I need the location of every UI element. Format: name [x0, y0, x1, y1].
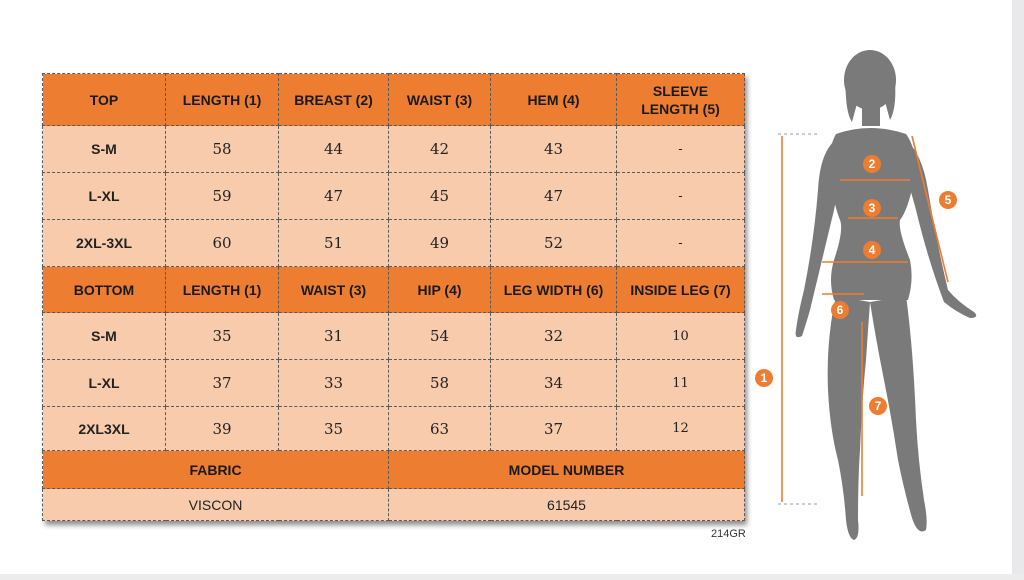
table-cell: -	[617, 220, 745, 267]
size-label: L-XL	[43, 360, 166, 407]
table-cell: 35	[166, 313, 279, 360]
table-cell: 31	[279, 313, 389, 360]
model-number-label: MODEL NUMBER	[389, 451, 745, 489]
table-cell: 45	[389, 173, 491, 220]
window-bottom-edge	[0, 574, 1024, 580]
fabric-label: FABRIC	[43, 451, 389, 489]
table-cell: 12	[617, 407, 745, 451]
marker-label: 3	[868, 201, 876, 215]
table-cell: 49	[389, 220, 491, 267]
size-label: 2XL-3XL	[43, 220, 166, 267]
table-row	[43, 220, 745, 267]
table-cell: 35	[279, 407, 389, 451]
table-cell: -	[617, 173, 745, 220]
fabric-value: VISCON	[43, 489, 389, 521]
size-chart-table	[42, 73, 745, 521]
table-cell: 37	[491, 407, 617, 451]
table-cell: 58	[166, 126, 279, 173]
top-header-cell: TOP	[43, 74, 166, 126]
top-header-cell: HEM (4)	[491, 74, 617, 126]
size-label: L-XL	[43, 173, 166, 220]
table-cell: 43	[491, 126, 617, 173]
table-cell: 11	[617, 360, 745, 407]
table-cell: -	[617, 126, 745, 173]
table-cell: 42	[389, 126, 491, 173]
product-code: 214GR	[711, 528, 746, 540]
table-row	[43, 313, 745, 360]
bottom-header-cell: HIP (4)	[389, 267, 491, 313]
top-header-cell: WAIST (3)	[389, 74, 491, 126]
info-value-row	[43, 489, 745, 521]
table-row	[43, 407, 745, 451]
table-cell: 47	[279, 173, 389, 220]
bottom-header-cell: LEG WIDTH (6)	[491, 267, 617, 313]
marker-label: 1	[760, 371, 768, 385]
top-header-row	[43, 74, 745, 126]
table-cell: 52	[491, 220, 617, 267]
table-cell: 58	[389, 360, 491, 407]
marker-label: 6	[836, 303, 844, 317]
window-right-edge	[1012, 0, 1024, 580]
info-header-row	[43, 451, 745, 489]
top-header-cell: SLEEVE LENGTH (5)	[617, 74, 745, 126]
bottom-header-cell: WAIST (3)	[279, 267, 389, 313]
table-cell: 33	[279, 360, 389, 407]
table-cell: 39	[166, 407, 279, 451]
table-row	[43, 126, 745, 173]
table-row	[43, 360, 745, 407]
model-number-value: 61545	[389, 489, 745, 521]
bottom-header-row	[43, 267, 745, 313]
marker-label: 2	[868, 157, 876, 171]
table-cell: 63	[389, 407, 491, 451]
table-cell: 10	[617, 313, 745, 360]
table-cell: 54	[389, 313, 491, 360]
table-row	[43, 173, 745, 220]
size-label: 2XL3XL	[43, 407, 166, 451]
woman-silhouette	[796, 50, 977, 540]
top-header-cell: LENGTH (1)	[166, 74, 279, 126]
table-cell: 51	[279, 220, 389, 267]
size-label: S-M	[43, 313, 166, 360]
bottom-header-cell: BOTTOM	[43, 267, 166, 313]
table-cell: 32	[491, 313, 617, 360]
marker-label: 4	[868, 243, 876, 257]
silhouette-diagram	[748, 40, 1010, 560]
table-cell: 60	[166, 220, 279, 267]
table-cell: 47	[491, 173, 617, 220]
table-cell: 44	[279, 126, 389, 173]
size-label: S-M	[43, 126, 166, 173]
table-cell: 59	[166, 173, 279, 220]
marker-label: 5	[944, 193, 952, 207]
table-cell: 37	[166, 360, 279, 407]
marker-label: 7	[874, 399, 882, 413]
bottom-header-cell: LENGTH (1)	[166, 267, 279, 313]
table-cell: 34	[491, 360, 617, 407]
size-chart-table-wrapper	[42, 73, 744, 521]
bottom-header-cell: INSIDE LEG (7)	[617, 267, 745, 313]
top-header-cell: BREAST (2)	[279, 74, 389, 126]
body-measurement-figure	[748, 40, 1010, 560]
